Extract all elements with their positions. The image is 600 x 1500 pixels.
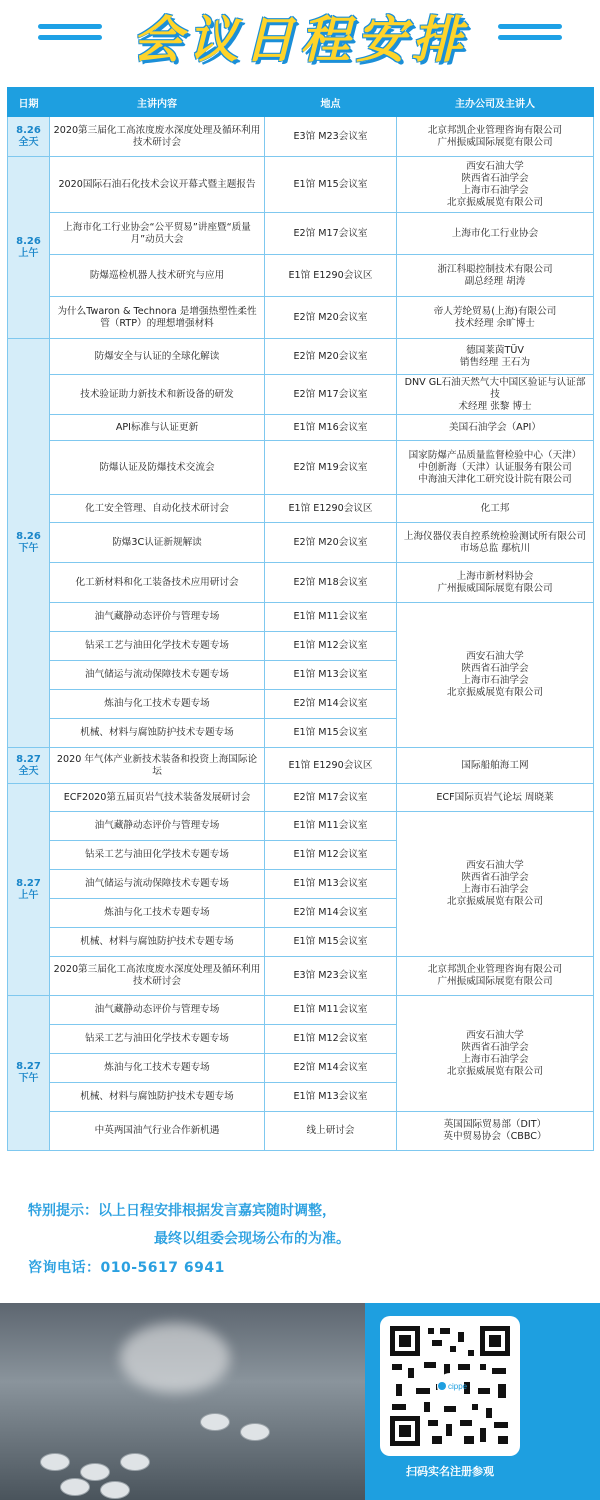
- topic-cell: 机械、材料与腐蚀防护技术专题专场: [50, 1083, 265, 1112]
- location-cell: E2馆 M20会议室: [265, 523, 397, 563]
- topic-cell: 钻采工艺与油田化学技术专题专场: [50, 841, 265, 870]
- location-cell: E1馆 E1290会议区: [265, 748, 397, 784]
- header-banner: [0, 0, 600, 86]
- col-header-location: 地点: [265, 88, 397, 117]
- topic-cell: 防爆认证及防爆技术交流会: [50, 441, 265, 495]
- qr-caption: 扫码实名注册参观: [406, 1465, 494, 1478]
- location-cell: E1馆 M15会议室: [265, 928, 397, 957]
- col-header-topic: 主讲内容: [50, 88, 265, 117]
- table-row: [8, 812, 594, 841]
- topic-cell: 炼油与化工技术专题专场: [50, 899, 265, 928]
- organizer-cell: 西安石油大学 陕西省石油学会 上海市石油学会 北京振威展览有限公司: [397, 157, 594, 213]
- table-row: [8, 495, 594, 523]
- topic-cell: 炼油与化工技术专题专场: [50, 1054, 265, 1083]
- organizer-cell: DNV GL石油天然气大中国区验证与认证部技 术经理 张黎 博士: [397, 375, 594, 415]
- table-row: [8, 563, 594, 603]
- table-row: [8, 415, 594, 441]
- topic-cell: 中英两国油气行业合作新机遇: [50, 1112, 265, 1151]
- topic-cell: 防爆安全与认证的全球化解读: [50, 339, 265, 375]
- location-cell: E1馆 M16会议室: [265, 415, 397, 441]
- location-cell: E1馆 M13会议室: [265, 870, 397, 899]
- location-cell: E2馆 M14会议室: [265, 690, 397, 719]
- organizer-cell: 美国石油学会（API）: [397, 415, 594, 441]
- location-cell: E2馆 M20会议室: [265, 297, 397, 339]
- organizer-cell: 西安石油大学 陕西省石油学会 上海市石油学会 北京振威展览有限公司: [397, 996, 594, 1112]
- location-cell: E1馆 E1290会议区: [265, 255, 397, 297]
- consult-phone: 咨询电话：010-5617 6941: [28, 1260, 225, 1276]
- location-cell: E1馆 M15会议室: [265, 719, 397, 748]
- organizer-cell: 西安石油大学 陕西省石油学会 上海市石油学会 北京振威展览有限公司: [397, 603, 594, 748]
- topic-cell: 钻采工艺与油田化学技术专题专场: [50, 1025, 265, 1054]
- qr-code-image: [388, 1324, 512, 1448]
- organizer-cell: 上海市化工行业协会: [397, 213, 594, 255]
- schedule-table: [7, 87, 594, 1151]
- organizer-cell: 西安石油大学 陕西省石油学会 上海市石油学会 北京振威展览有限公司: [397, 812, 594, 957]
- organizer-cell: 上海仪器仪表自控系统检验测试所有限公司 市场总监 鄢杭川: [397, 523, 594, 563]
- location-cell: E1馆 M11会议室: [265, 812, 397, 841]
- col-header-organizer: 主办公司及主讲人: [397, 88, 594, 117]
- topic-cell: 化工安全管理、自动化技术研讨会: [50, 495, 265, 523]
- topic-cell: 油气藏静动态评价与管理专场: [50, 996, 265, 1025]
- topic-cell: 油气储运与流动保障技术专题专场: [50, 661, 265, 690]
- location-cell: E1馆 M11会议室: [265, 603, 397, 632]
- topic-cell: 油气储运与流动保障技术专题专场: [50, 870, 265, 899]
- location-cell: E1馆 M13会议室: [265, 1083, 397, 1112]
- table-row: [8, 957, 594, 996]
- organizer-cell: 化工邦: [397, 495, 594, 523]
- qr-logo: cippe: [448, 1382, 468, 1391]
- table-row: [8, 375, 594, 415]
- decor-lines-left: [38, 24, 102, 46]
- topic-cell: 技术验证助力新技术和新设备的研发: [50, 375, 265, 415]
- table-row: [8, 441, 594, 495]
- qr-code[interactable]: [380, 1316, 520, 1456]
- topic-cell: 油气藏静动态评价与管理专场: [50, 812, 265, 841]
- organizer-cell: 英国国际贸易部（DIT） 英中贸易协会（CBBC）: [397, 1112, 594, 1151]
- notice-line-1: 特别提示：以上日程安排根据发言嘉宾随时调整，: [28, 1203, 336, 1219]
- date-cell: 8.27 下午: [8, 996, 50, 1151]
- location-cell: E1馆 M12会议室: [265, 1025, 397, 1054]
- date-cell: 8.27 上午: [8, 784, 50, 996]
- location-cell: E2馆 M20会议室: [265, 339, 397, 375]
- organizer-cell: 国际船舶海工网: [397, 748, 594, 784]
- location-cell: E2馆 M17会议室: [265, 784, 397, 812]
- schedule-body: [8, 117, 594, 1151]
- topic-cell: 防爆巡检机器人技术研究与应用: [50, 255, 265, 297]
- organizer-cell: ECF国际页岩气论坛 周晓莱: [397, 784, 594, 812]
- location-cell: E1馆 M11会议室: [265, 996, 397, 1025]
- location-cell: E3馆 M23会议室: [265, 957, 397, 996]
- location-cell: E1馆 M12会议室: [265, 632, 397, 661]
- date-cell: 8.26 全天: [8, 117, 50, 157]
- location-cell: E2馆 M17会议室: [265, 213, 397, 255]
- topic-cell: 2020 年气体产业新技术装备和投资上海国际论坛: [50, 748, 265, 784]
- topic-cell: 油气藏静动态评价与管理专场: [50, 603, 265, 632]
- table-row: [8, 996, 594, 1025]
- location-cell: E2馆 M19会议室: [265, 441, 397, 495]
- topic-cell: 钻采工艺与油田化学技术专题专场: [50, 632, 265, 661]
- topic-cell: 化工新材料和化工装备技术应用研讨会: [50, 563, 265, 603]
- location-cell: E2馆 M18会议室: [265, 563, 397, 603]
- table-header-row: [8, 88, 594, 117]
- date-cell: 8.26 下午: [8, 339, 50, 748]
- table-row: [8, 339, 594, 375]
- topic-cell: 防爆3C认证新规解读: [50, 523, 265, 563]
- organizer-cell: 国家防爆产品质量监督检验中心（天津） 中创新海（天津）认证服务有限公司 中海油天津化工研究设计院有限公司: [397, 441, 594, 495]
- table-row: [8, 748, 594, 784]
- location-cell: E1馆 M13会议室: [265, 661, 397, 690]
- organizer-cell: 上海市新材料协会 广州振威国际展览有限公司: [397, 563, 594, 603]
- topic-cell: 机械、材料与腐蚀防护技术专题专场: [50, 719, 265, 748]
- topic-cell: 2020第三届化工高浓度废水深度处理及循环利用 技术研讨会: [50, 957, 265, 996]
- table-row: [8, 117, 594, 157]
- table-row: [8, 784, 594, 812]
- topic-cell: 为什么Twaron & Technora 是增强热塑性柔性 管（RTP）的理想增强材料: [50, 297, 265, 339]
- table-row: [8, 213, 594, 255]
- location-cell: E3馆 M23会议室: [265, 117, 397, 157]
- table-row: [8, 523, 594, 563]
- notice-line-2: 最终以组委会现场公布的为准。: [154, 1231, 350, 1247]
- topic-cell: 机械、材料与腐蚀防护技术专题专场: [50, 928, 265, 957]
- table-row: [8, 603, 594, 632]
- table-row: [8, 1112, 594, 1151]
- location-cell: E2馆 M14会议室: [265, 1054, 397, 1083]
- location-cell: 线上研讨会: [265, 1112, 397, 1151]
- table-row: [8, 255, 594, 297]
- location-cell: E1馆 E1290会议区: [265, 495, 397, 523]
- organizer-cell: 北京邦凯企业管理咨询有限公司 广州振威国际展览有限公司: [397, 957, 594, 996]
- organizer-cell: 德国莱茵TÜV 销售经理 王石为: [397, 339, 594, 375]
- table-row: [8, 157, 594, 213]
- table-row: [8, 297, 594, 339]
- topic-cell: ECF2020第五届页岩气技术装备发展研讨会: [50, 784, 265, 812]
- topic-cell: 2020第三届化工高浓度废水深度处理及循环利用 技术研讨会: [50, 117, 265, 157]
- organizer-cell: 北京邦凯企业管理咨询有限公司 广州振威国际展览有限公司: [397, 117, 594, 157]
- topic-cell: 2020国际石油石化技术会议开幕式暨主题报告: [50, 157, 265, 213]
- col-header-date: 日期: [8, 88, 50, 117]
- date-cell: 8.27 全天: [8, 748, 50, 784]
- location-cell: E2馆 M17会议室: [265, 375, 397, 415]
- location-cell: E1馆 M15会议室: [265, 157, 397, 213]
- topic-cell: 炼油与化工技术专题专场: [50, 690, 265, 719]
- decor-lines-right: [498, 24, 562, 46]
- topic-cell: 上海市化工行业协会“公平贸易”讲座暨“质量 月”动员大会: [50, 213, 265, 255]
- topic-cell: API标准与认证更新: [50, 415, 265, 441]
- date-cell: 8.26 上午: [8, 157, 50, 339]
- location-cell: E1馆 M12会议室: [265, 841, 397, 870]
- location-cell: E2馆 M14会议室: [265, 899, 397, 928]
- organizer-cell: 帝人芳纶贸易(上海)有限公司 技术经理 余旷博士: [397, 297, 594, 339]
- organizer-cell: 浙江科聪控制技术有限公司 副总经理 胡涛: [397, 255, 594, 297]
- page-title: 会议日程安排: [132, 11, 468, 69]
